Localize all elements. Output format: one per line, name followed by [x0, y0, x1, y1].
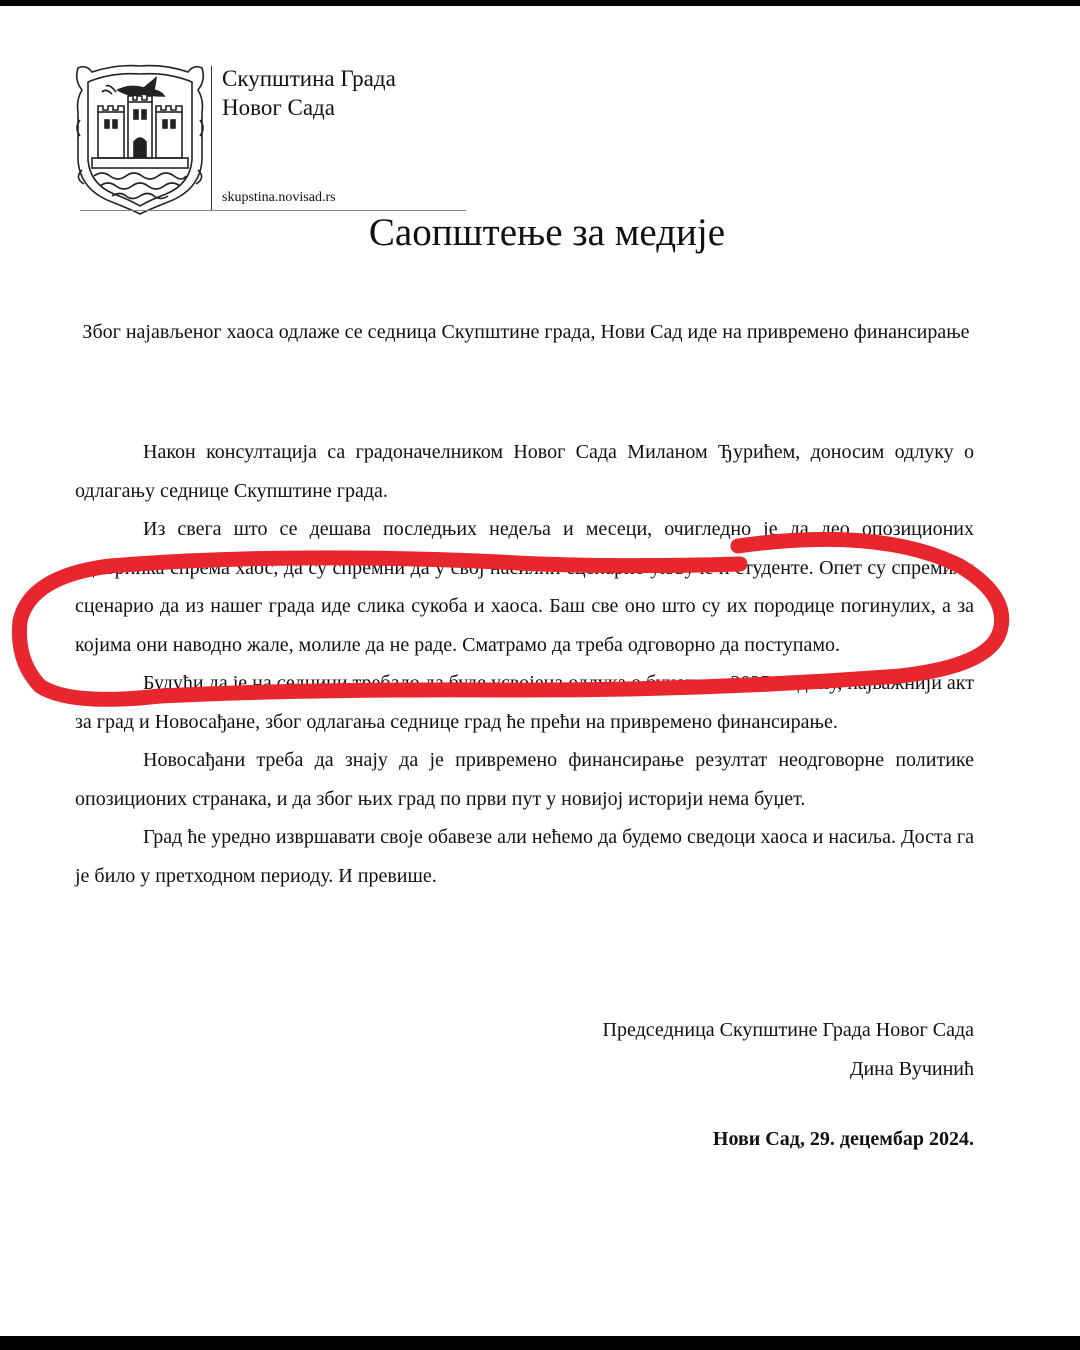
date-line: Нови Сад, 29. децембар 2024. [712, 1128, 974, 1150]
signature-name: Дина Вучинић [849, 1057, 974, 1080]
organization-name: Скупштина Града Новог Сада [222, 66, 396, 120]
signature-title: Председница Скупштине Града Новог Сада [602, 1019, 974, 1041]
paragraph: Из свега што се дешава последњих недеља и месеци, очигледно је да део опозиционих одборника спрема хаос, да су спремни да у свој насилни сценарио укључе и студенте. Опет су спремили сценарио да из нашег града иде слика сукоба и хаоса. Баш све оно што су их породице погинулих, а за којима они наводно жале, молиле да не раде. Сматрамо да треба одговорно да поступамо. [75, 518, 974, 656]
city-crest-icon [72, 60, 208, 216]
document-page [0, 6, 1080, 1336]
letterhead-divider-vertical [211, 66, 212, 210]
paragraph: Након консултација са градоначелником Новог Сада Миланом Ђурићем, доносим одлуку о одлагању седнице Скупштине града. [75, 441, 974, 502]
letterhead [72, 60, 468, 216]
document-body [75, 433, 974, 895]
paragraph: Будући да је на седници требало да буде усвојена одлука о буџету за 2025. годину, најважнији акт за град и Новосађане, због одлагања седнице град ће прећи на привремено финансирање. [75, 672, 974, 733]
signature-block [603, 1011, 974, 1088]
document-title: Саопштење за медије [368, 211, 726, 254]
document-subtitle: Због најављеног хаоса одлаже се седница Скупштине града, Нови Сад иде на привремено финансирање [82, 321, 970, 343]
paragraph: Новосађани треба да знају да је привремено финансирање резултат неодговорне политике опозиционих странака, и да због њих град по први пут у новијој историји нема буџет. [75, 749, 974, 810]
organization-url: skupstina.novisad.rs [222, 190, 336, 205]
paragraph: Град ће уредно извршавати своје обавезе али нећемо да будемо сведоци хаоса и насиља. Доста га је било у претходном периоду. И превише. [75, 826, 974, 887]
